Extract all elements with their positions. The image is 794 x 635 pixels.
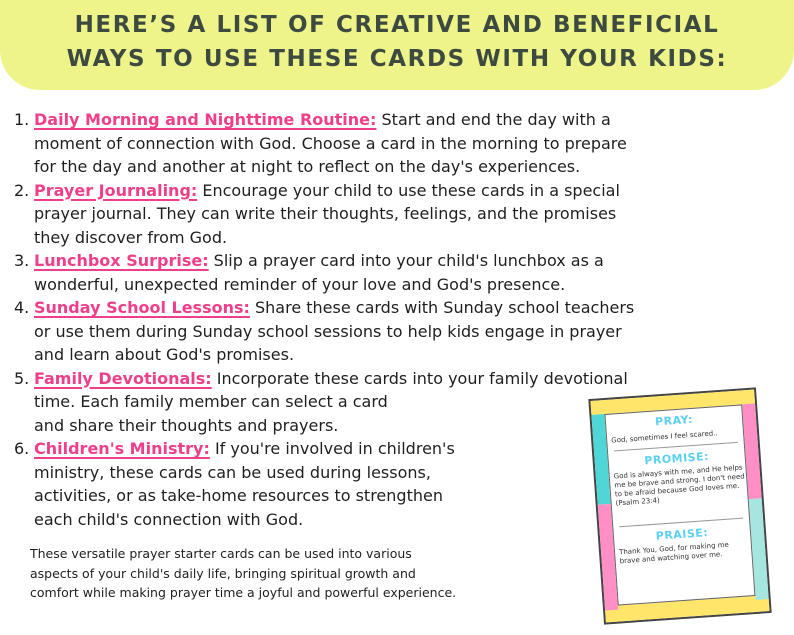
item-text: time. Each family member can select a card bbox=[34, 392, 388, 411]
page-title-line-2: WAYS TO USE THESE CARDS WITH YOUR KIDS: bbox=[66, 46, 728, 72]
closing-line: comfort while making prayer time a joyful and powerful experience. bbox=[30, 585, 457, 600]
closing-line: aspects of your child's daily life, bringing spiritual growth and bbox=[30, 565, 416, 581]
item-number: 2. bbox=[14, 180, 30, 200]
item-text: and learn about God's promises. bbox=[34, 345, 295, 364]
item-text: ministry, these cards can be used during lessons, bbox=[34, 462, 431, 482]
page-title-line-1: HERE’S A LIST OF CREATIVE AND BENEFICIAL bbox=[74, 12, 720, 38]
item-text: activities, or as take-home resources to strengthen bbox=[34, 486, 443, 505]
item-text: If you're involved in children's bbox=[209, 439, 455, 458]
card-promise-text: God is always with me, and He helps me be brave and strong. I don't need to be afraid because God loves me. (Psalm 23:4) bbox=[613, 463, 745, 508]
item-text: Share these cards with Sunday school teachers bbox=[249, 298, 635, 317]
item-text: Encourage your child to use these cards in a special bbox=[197, 180, 620, 200]
prayer-card-illustration bbox=[588, 387, 771, 624]
item-number: 4. bbox=[14, 298, 30, 317]
closing-line: These versatile prayer starter cards can be used into various bbox=[30, 546, 412, 561]
title-banner bbox=[0, 0, 794, 90]
item-text: they discover from God. bbox=[34, 227, 228, 247]
card-promise-title: PROMISE: bbox=[643, 449, 710, 468]
item-text: for the day and another at night to reflect on the day's experiences. bbox=[34, 157, 581, 176]
item-text: and share their thoughts and prayers. bbox=[34, 415, 339, 435]
card-praise-text: Thank You, God, for making me brave and watching over me. bbox=[618, 540, 730, 566]
item-number: 1. bbox=[14, 110, 30, 129]
item-heading: Lunchbox Surprise: bbox=[34, 251, 209, 270]
item-heading: Prayer Journaling: bbox=[34, 180, 198, 200]
item-text: moment of connection with God. Choose a card in the morning to prepare bbox=[34, 133, 627, 153]
card-frame bbox=[588, 387, 771, 624]
item-heading: Daily Morning and Nighttime Routine: bbox=[34, 110, 377, 129]
item-number: 6. bbox=[14, 439, 30, 458]
item-number: 3. bbox=[14, 251, 30, 270]
item-number: 5. bbox=[14, 368, 30, 388]
card-praise-title: PRAISE: bbox=[655, 526, 709, 543]
item-text: or use them during Sunday school sessions to help kids engage in prayer bbox=[34, 321, 622, 341]
card-body bbox=[604, 404, 755, 605]
item-heading: Children's Ministry: bbox=[34, 439, 210, 458]
item-text: wonderful, unexpected reminder of your love and God's presence. bbox=[34, 274, 566, 294]
item-text: prayer journal. They can write their thoughts, feelings, and the promises bbox=[34, 204, 617, 223]
item-heading: Sunday School Lessons: bbox=[34, 298, 250, 317]
card-pray-title: PRAY: bbox=[654, 412, 694, 429]
item-text: each child's connection with God. bbox=[34, 509, 304, 529]
item-text: Incorporate these cards into your family devotional bbox=[211, 368, 628, 388]
card-pray-text: God, sometimes I feel scared.. bbox=[610, 429, 718, 445]
item-text: Start and end the day with a bbox=[376, 110, 611, 129]
item-text: Slip a prayer card into your child's lunchbox as a bbox=[208, 251, 604, 270]
item-heading: Family Devotionals: bbox=[34, 368, 212, 388]
